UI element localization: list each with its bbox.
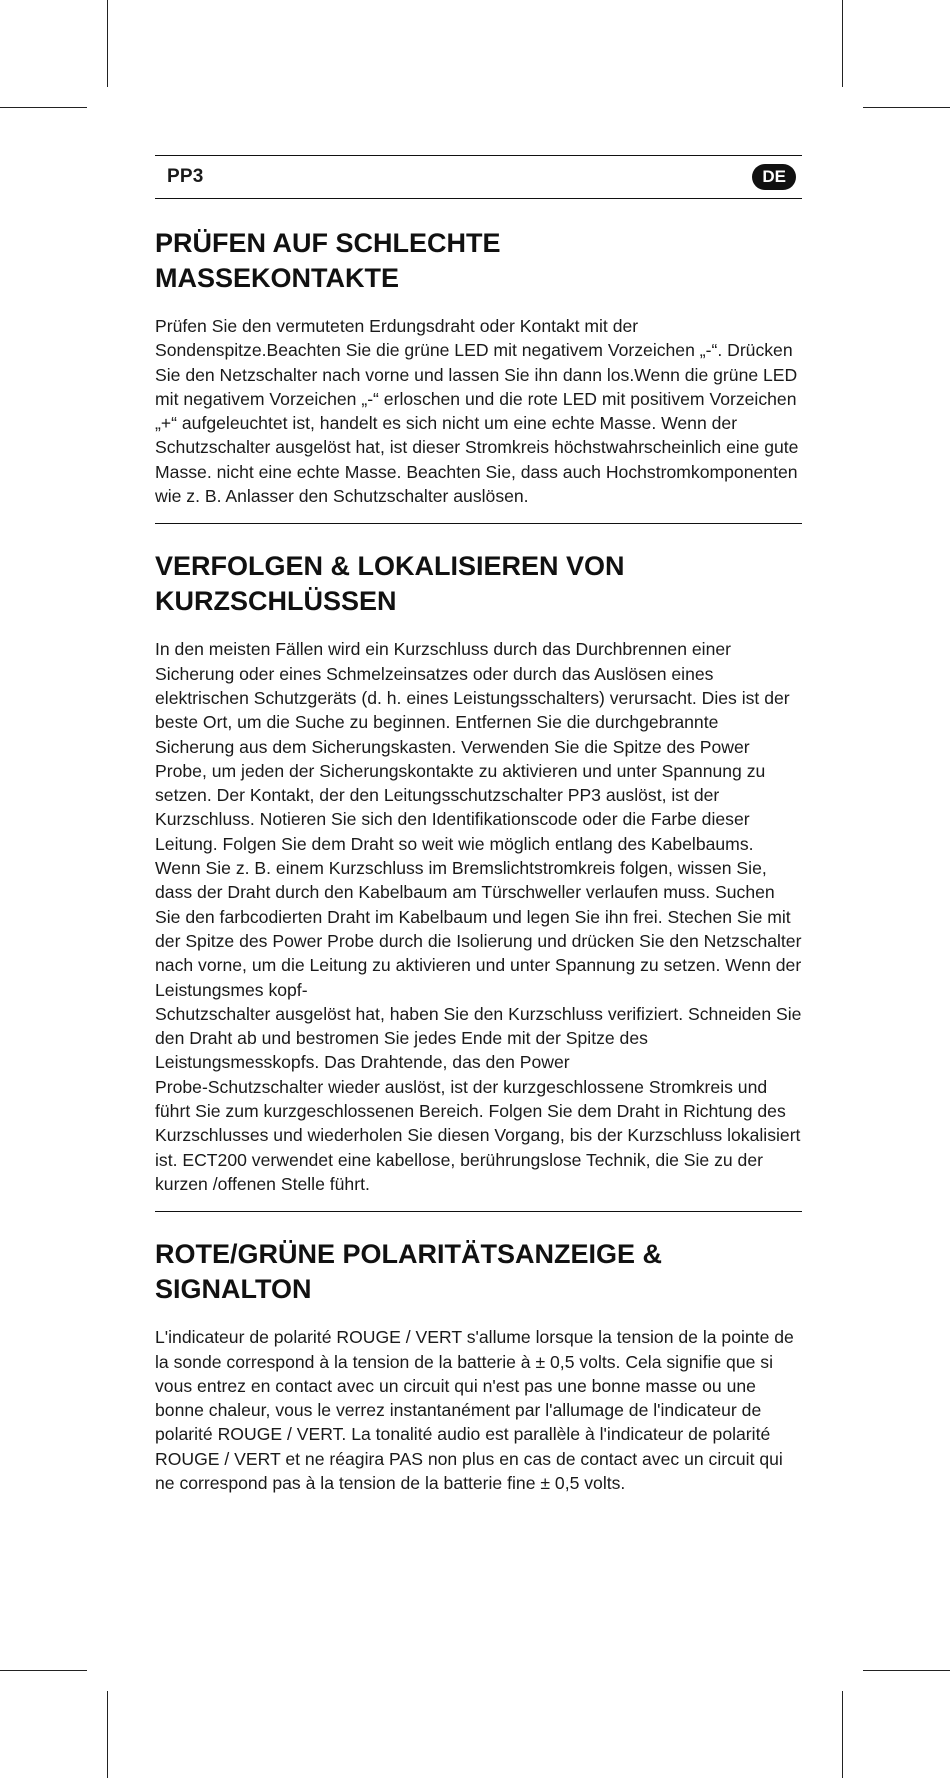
section-heading-line1: VERFOLGEN & LOKALISIEREN VON: [155, 551, 625, 582]
crop-mark-top-left-horizontal: [0, 107, 87, 108]
crop-mark-top-left-vertical: [107, 0, 108, 87]
section-body: L'indicateur de polarité ROUGE / VERT s'allume lorsque la tension de la pointe de la sonde correspond à la tension de la batterie à ± 0,5 volts. Cela signifie que si vous entrez en contact avec un circuit qui n'est pas une bonne masse ou une bonne chaleur, vous le verrez instantanément par l'allumage de l'indicateur de polarité ROUGE / VERT. La tonalité audio est parallèle à l'indicateur de polarité ROUGE / VERT et ne réagira PAS non plus en cas de contact avec un circuit qui ne correspond pas à la tension de la batterie fine ± 0,5 volts.: [155, 1327, 794, 1493]
crop-mark-top-right-vertical: [842, 0, 843, 87]
section-body: Prüfen Sie den vermuteten Erdungsdraht oder Kontakt mit der Sondenspitze.Beachten Sie die grüne LED mit negativem Vorzeichen „-“. Drücken Sie den Netzschalter nach vorne und lassen Sie ihn dann los.Wenn die grüne LED mit negativem Vorzeichen „-“ erloschen und die rote LED mit positivem Vorzeichen „+“ aufgeleuchtet ist, handelt es sich nicht um eine echte Masse. Wenn der Schutzschalter ausgelöst hat, ist dieser Stromkreis höchstwahrscheinlich eine gute Masse. nicht eine echte Masse. Beachten Sie, dass auch Hochstromkomponenten wie z. B. Anlasser den Schutzschalter auslösen.: [155, 316, 799, 507]
section-divider: [155, 1211, 802, 1212]
section-heading: [155, 1237, 802, 1307]
language-badge: DE: [752, 164, 796, 190]
section-divider: [155, 523, 802, 524]
section-heading-line1: ROTE/GRÜNE POLARITÄTSANZEIGE &: [155, 1239, 663, 1270]
crop-mark-top-right-horizontal: [863, 107, 950, 108]
section-heading-line2: MASSEKONTAKTE: [155, 263, 400, 293]
section-body: [155, 637, 802, 1196]
section-short-circuits: [155, 549, 802, 1196]
section-heading-line2: KURZSCHLÜSSEN: [155, 586, 397, 617]
section-heading: [155, 226, 802, 296]
document-page: [155, 155, 802, 1495]
section-body-part3: Probe-Schutzschalter wieder auslöst, ist der kurzgeschlossene Stromkreis und führt Sie zum kurzgeschlossenen Bereich. Folgen Sie dem Draht in Richtung des Kurzschlusses und wiederholen Sie diesen Vorgang, bis der Kurzschluss lokalisiert ist. ECT200 verwendet eine kabellose, berührungslose Technik, die Sie zu der kurzen /offenen Stelle führt.: [155, 1076, 801, 1194]
section-body-part2: Schutzschalter ausgelöst hat, haben Sie den Kurzschluss verifiziert. Schneiden Sie den Draht ab und bestromen Sie jedes Ende mit der Spitze des Leistungsmesskopfs. Das Drahtende, das den Power: [155, 1003, 802, 1073]
page-title: PP3: [167, 166, 204, 187]
crop-mark-bottom-left-vertical: [107, 1691, 108, 1778]
page-header: [155, 155, 802, 199]
section-heading: [155, 549, 802, 619]
section-bad-ground: [155, 226, 802, 508]
section-heading-line1: PRÜFEN AUF SCHLECHTE: [155, 228, 501, 258]
crop-mark-bottom-right-vertical: [842, 1691, 843, 1778]
section-polarity-indicator: [155, 1237, 802, 1495]
section-heading-line2: SIGNALTON: [155, 1274, 312, 1305]
crop-mark-bottom-right-horizontal: [863, 1670, 950, 1671]
crop-mark-bottom-left-horizontal: [0, 1670, 87, 1671]
section-body-part1: In den meisten Fällen wird ein Kurzschluss durch das Durchbrennen einer Sicherung oder eines Schmelzeinsatzes oder durch das Auslösen eines elektrischen Schutzgeräts (d. h. eines Leistungsschalters) verursacht. Dies ist der beste Ort, um die Suche zu beginnen. Entfernen Sie die durchgebrannte Sicherung aus dem Sicherungskasten. Verwenden Sie die Spitze des Power Probe, um jeden der Sicherungskontakte zu aktivieren und unter Spannung zu setzen. Der Kontakt, der den Leitungsschutzschalter PP3 auslöst, ist der Kurzschluss. Notieren Sie sich den Identifikationscode oder die Farbe dieser Leitung. Folgen Sie dem Draht so weit wie möglich entlang des Kabelbaums. Wenn Sie z. B. einem Kurzschluss im Bremslichtstromkreis folgen, wissen Sie, dass der Draht durch den Kabelbaum am Türschweller verlaufen muss. Suchen Sie den farbcodierten Draht im Kabelbaum und legen Sie ihn frei. Stechen Sie mit der Spitze des Power Probe durch die Isolierung und drücken Sie den Netzschalter nach vorne, um die Leitung zu aktivieren und unter Spannung zu setzen. Wenn der Leistungsmes kopf-: [155, 639, 802, 1000]
